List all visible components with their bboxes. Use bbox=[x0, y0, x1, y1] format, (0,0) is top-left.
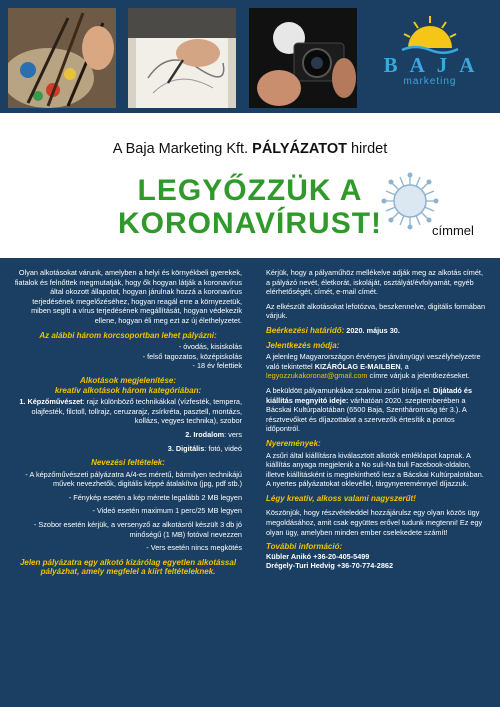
age-group-2: - felső tagozatos, középiskolás bbox=[142, 351, 242, 361]
category-2-title: 2. Irodalom bbox=[185, 429, 225, 439]
top-banner bbox=[0, 0, 500, 113]
left-column bbox=[14, 268, 242, 577]
apply-text-1: A jelenleg Magyarországon érvényes járványügyi veszélyhelyzetre való tekintettel bbox=[266, 352, 481, 371]
apply-email-link[interactable]: legyozzukakoronat@gmail.com bbox=[266, 371, 368, 381]
apply-text-2: , a bbox=[400, 361, 409, 371]
condition-3: - Videó esetén maximum 1 perc/25 MB legyen bbox=[92, 506, 242, 516]
age-heading: Az alábbi három korcsoportban lehet pályázni: bbox=[39, 330, 217, 340]
category-3-text: : fotó, videó bbox=[204, 443, 242, 453]
thanks-text: Köszönjük, hogy részvételeddel hozzájárulsz egy olyan közös ügy megoldásához, amit csak együttes erővel tudunk megtenni! Ez egy olyan ügy, amelyben minden ember cselekedete számít! bbox=[266, 508, 483, 537]
condition-1: - A képzőművészeti pályázatra A/4-es méretű, bármilyen technikájú művek nevezhetők, digitális képpé átalakítva (jpg, pdf stb.) bbox=[25, 469, 242, 489]
condition-5: - Vers esetén nincs megkötés bbox=[146, 543, 242, 553]
subtitle-bold: PÁLYÁZATOT bbox=[252, 141, 347, 157]
category-1-title: 1. Képzőművészet bbox=[19, 397, 83, 407]
apply-bold: KIZÁRÓLAG E-MAILBEN bbox=[314, 361, 401, 371]
baja-marketing-logo bbox=[370, 14, 490, 104]
title-line-1: LEGYŐZZÜK A bbox=[137, 174, 363, 207]
logo-name: BAJA bbox=[383, 53, 487, 77]
apply-heading: Jelentkezés módja: bbox=[266, 340, 340, 350]
deadline-label: Beérkezési határidő: bbox=[266, 325, 345, 335]
camera-photo bbox=[249, 8, 357, 108]
jury-info bbox=[266, 386, 488, 434]
pencil-drawing-image bbox=[128, 8, 236, 108]
info-heading: További információ: bbox=[266, 542, 343, 552]
prizes-heading: Nyeremények: bbox=[266, 438, 321, 448]
prizes-text: A zsűri által kiállításra kiválasztott alkotók emléklapot kapnak. A kiállítás anyaga megjelenik a No suli-Na buli Facebook-oldalon, illetve kiállításként is megtekinthető lesz a Bácskai Kultúrpalotában. A nyertes pályázatokat oklevéllel, tárgynyereménnyel díjazzuk. bbox=[266, 450, 484, 489]
age-group-3: - 18 év felettiek bbox=[192, 361, 242, 371]
apply-text bbox=[266, 352, 488, 381]
categories-heading-1: Alkotások megjelenítése: bbox=[79, 375, 177, 385]
age-group-1: - óvodás, kisiskolás bbox=[178, 342, 242, 352]
subtitle-suffix: hirdet bbox=[350, 141, 388, 157]
contact-1-phone[interactable]: +36-20-405-5499 bbox=[313, 551, 370, 561]
contact-2-phone[interactable]: +36-70-774-2862 bbox=[336, 561, 394, 571]
condition-2: - Fénykép esetén a kép mérete legalább 2 MB legyen bbox=[68, 492, 242, 502]
conditions-heading: Nevezési feltételek: bbox=[91, 458, 165, 468]
deadline bbox=[266, 326, 488, 336]
jury-text-1: A beküldött pályamunkákat szakmai zsűri bírálja el. bbox=[266, 385, 432, 395]
category-2 bbox=[14, 430, 242, 440]
painting-photo bbox=[8, 8, 116, 108]
categories-heading-2: kreatív alkotások három kategóriában: bbox=[54, 385, 202, 395]
right-column bbox=[266, 268, 488, 571]
title-line-2: KORONAVÍRUST! bbox=[117, 207, 383, 240]
jury-bold: Díjátadó és kiállítás megnyitó ideje: bbox=[266, 385, 473, 405]
contact-1-name: Kübler Anikó bbox=[266, 551, 312, 561]
slogan: Légy kreatív, alkoss valami nagyszerűt! bbox=[266, 493, 416, 503]
category-3 bbox=[14, 444, 242, 454]
contact-2 bbox=[266, 561, 488, 571]
closing-note: Jelen pályázatra egy alkotó kizárólag egyetlen alkotással pályázhat, amely megfelel a kiírt feltételeknek. bbox=[19, 557, 237, 577]
subtitle-prefix: A Baja Marketing Kft. bbox=[112, 141, 249, 157]
intro-text: Olyan alkotásokat várunk, amelyben a helyi és környékbeli gyerekek, fiatalok és felnőttek megmutatják, hogy ők hogyan látják a koronavírus által okozott állapotot, hogyan járulnak hozzá a koronavírus terjedésének megelőzéséhez, hogyan reagál erre a környezetük, miben segíti a vírus terjedésének megállítását, hogyan védekezik ellene, hogyan éli meg ezt az új élethelyzetet. bbox=[14, 268, 242, 325]
photographer-image bbox=[249, 8, 357, 108]
drawing-photo bbox=[128, 8, 236, 108]
sun-icon bbox=[400, 14, 460, 54]
category-2-text: : vers bbox=[224, 429, 242, 439]
deadline-value: 2020. május 30. bbox=[346, 325, 400, 335]
logo-subtitle: marketing bbox=[403, 76, 457, 87]
category-3-title: 3. Digitális bbox=[167, 443, 205, 453]
jury-text-2: várhatóan 2020. szeptemberében a Bácskai Kultúrpalotában (6500 Baja, Szentháromság tér 3.). A résztvevőket és díjazottakat a szervezők értesítik a pontos időpontról. bbox=[266, 395, 467, 434]
category-1-text: : rajz különböző technikákkal (vízfesték, tempera, olajfesték, filctoll, tollrajz, ceruzarajz, zsírkréta, pasztell, montázs, kollázs, vegyes technika), szobor bbox=[31, 397, 242, 426]
content-panel bbox=[0, 258, 500, 707]
contact-1 bbox=[266, 552, 488, 562]
virus-icon bbox=[380, 171, 440, 231]
subtitle bbox=[0, 141, 500, 157]
contact-2-name: Drégely-Turi Hedvig bbox=[266, 561, 335, 571]
title-suffix: címmel bbox=[432, 223, 474, 238]
paint-brushes-image bbox=[8, 8, 116, 108]
digital-format-info: Az elkészült alkotásokat lefotózva, beszkennelve, digitális formában várjuk. bbox=[266, 301, 486, 321]
header bbox=[0, 113, 500, 258]
category-1 bbox=[14, 397, 242, 426]
apply-text-3: címre várjuk a jelentkezéseket. bbox=[369, 371, 470, 381]
submission-info: Kérjük, hogy a pályaműhöz mellékelve adják meg az alkotás címét, a pályázó nevét, életkorát, iskoláját, osztályát/évfolyamát, egyéb elérhetőségét, címét, e-mail címét. bbox=[266, 268, 483, 297]
condition-4: - Szobor esetén kérjük, a versenyző az alkotásról készült 3 db jó minőségű (1 MB) fotóval nevezzen bbox=[33, 520, 242, 539]
